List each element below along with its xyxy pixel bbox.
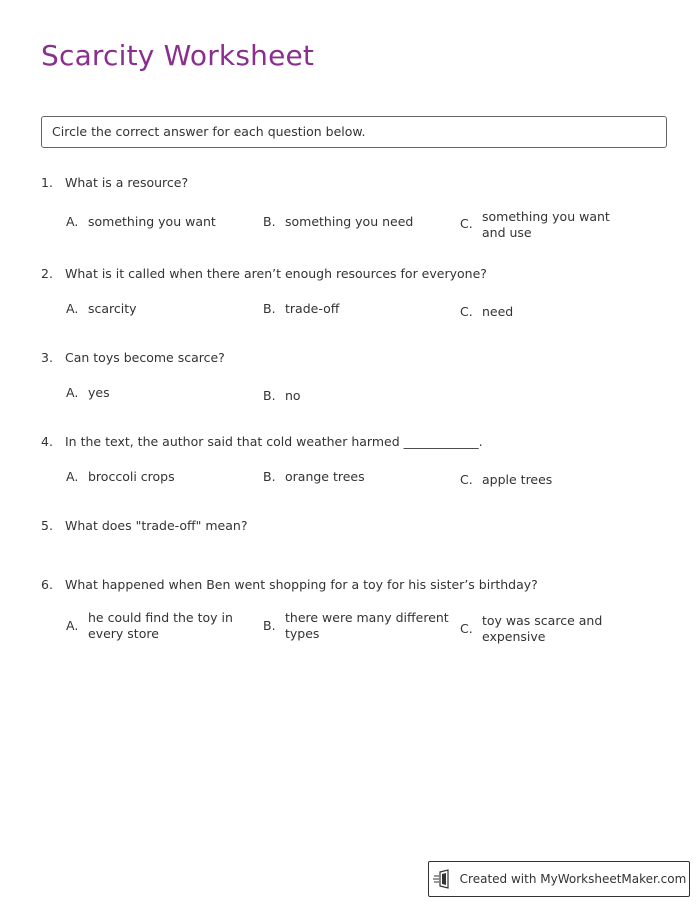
question-text: What does "trade-off" mean? [65, 518, 248, 533]
option-letter: B. [263, 388, 276, 403]
option-text: yes [88, 385, 110, 400]
option-text: he could find the toy in every store [88, 610, 233, 641]
question-text: What happened when Ben went shopping for a toy for his sister’s birthday? [65, 577, 538, 592]
option-text: scarcity [88, 301, 137, 316]
option-letter: A. [66, 385, 79, 400]
question-text: Can toys become scarce? [65, 350, 225, 365]
question-number: 5. [41, 518, 53, 533]
option-text: trade-off [285, 301, 340, 316]
option-text: no [285, 388, 301, 403]
worksheet-maker-logo-icon [432, 869, 454, 889]
option-text: broccoli crops [88, 469, 175, 484]
question-text: What is it called when there aren’t enough resources for everyone? [65, 266, 487, 281]
question-number: 4. [41, 434, 53, 449]
question-text: What is a resource? [65, 175, 189, 190]
option-letter: A. [66, 301, 79, 316]
instructions-box: Circle the correct answer for each question below. [41, 116, 667, 148]
option-text: need [482, 304, 514, 319]
option-text: orange trees [285, 469, 365, 484]
question-number: 3. [41, 350, 53, 365]
option-letter: B. [263, 469, 276, 484]
option-text: something you want and use [482, 209, 610, 240]
question-text: In the text, the author said that cold weather harmed ____________. [65, 434, 483, 449]
created-with-text: Created with MyWorksheetMaker.com [459, 872, 687, 886]
option-text: apple trees [482, 472, 553, 487]
question-number: 6. [41, 577, 53, 592]
option-letter: B. [263, 214, 276, 229]
option-text: something you need [285, 214, 414, 229]
option-letter: C. [460, 216, 473, 231]
option-letter: C. [460, 621, 473, 636]
created-with-badge[interactable] [428, 861, 690, 897]
option-text: there were many different types [285, 610, 449, 641]
option-letter: C. [460, 472, 473, 487]
option-letter: A. [66, 618, 79, 633]
option-text: toy was scarce and expensive [482, 613, 603, 644]
option-text: something you want [88, 214, 216, 229]
option-letter: C. [460, 304, 473, 319]
worksheet-title: Scarcity Worksheet [41, 39, 315, 72]
option-letter: A. [66, 214, 79, 229]
option-letter: B. [263, 618, 276, 633]
option-letter: A. [66, 469, 79, 484]
question-number: 1. [41, 175, 53, 190]
question-number: 2. [41, 266, 53, 281]
option-letter: B. [263, 301, 276, 316]
